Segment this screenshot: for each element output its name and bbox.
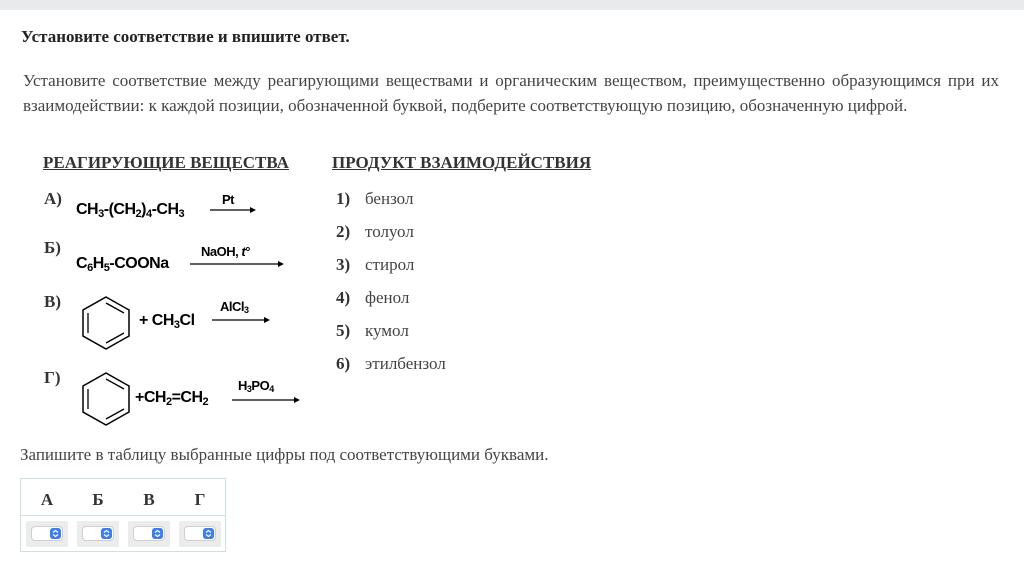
- answer-header-g: Г: [194, 490, 206, 509]
- product-name: этилбензол: [365, 354, 446, 373]
- benzene-ring-icon: [80, 370, 134, 428]
- products-column-header: ПРОДУКТ ВЗАИМОДЕЙСТВИЯ: [332, 153, 592, 172]
- answer-select-g[interactable]: [184, 526, 216, 541]
- answer-cell-g: [179, 521, 221, 547]
- product-number: 2): [336, 222, 351, 241]
- reaction-letter-a: А): [44, 189, 62, 208]
- reaction-b-condition: NaOH, t°: [201, 244, 250, 259]
- answer-header-b: Б: [92, 490, 104, 509]
- reaction-g-arrow: [232, 395, 300, 405]
- answer-cell-a: [26, 521, 68, 547]
- select-arrows-icon: [101, 528, 112, 539]
- reaction-b-arrow: [190, 259, 284, 269]
- product-name: кумол: [365, 321, 409, 340]
- task-title: Установите соответствие и впишите ответ.: [21, 27, 350, 46]
- product-name: фенол: [365, 288, 410, 307]
- product-number: 5): [336, 321, 351, 340]
- product-number: 4): [336, 288, 351, 307]
- answer-select-b[interactable]: [82, 526, 114, 541]
- answer-header-a: А: [40, 490, 54, 509]
- reaction-a-condition: Pt: [222, 192, 234, 207]
- task-text: Установите соответствие между реагирующими веществами и органическим веществом, преимущественно образующимся при их взаимодействии: к каждой позиции, обозначенной буквой, подберите соответствующую позицию, обозначенную цифрой.: [23, 71, 999, 115]
- product-number: 3): [336, 255, 351, 274]
- answer-table-divider: [21, 515, 225, 516]
- product-name: бензол: [365, 189, 414, 208]
- select-arrows-icon: [152, 528, 163, 539]
- answer-table: [20, 478, 226, 552]
- product-number: 6): [336, 354, 351, 373]
- reaction-g-condition: $H_3PO_4$: [238, 378, 274, 394]
- reaction-letter-g: Г): [44, 368, 61, 387]
- product-number: 1): [336, 189, 351, 208]
- select-arrows-icon: [50, 528, 61, 539]
- answer-cell-b: [77, 521, 119, 547]
- reaction-v-reagent: + $CH_3Cl$: [139, 312, 195, 331]
- product-name: толуол: [365, 222, 414, 241]
- reaction-b-formula: $C_6H_5$-COONa: [76, 255, 169, 274]
- answer-header-v: В: [143, 490, 155, 509]
- reaction-g-reagent: $+CH_2=CH_2$: [135, 389, 209, 408]
- top-bar: [0, 0, 1024, 10]
- benzene-ring-icon: [80, 294, 134, 352]
- reaction-letter-b: Б): [44, 238, 61, 257]
- select-arrows-icon: [203, 528, 214, 539]
- product-name: стирол: [365, 255, 415, 274]
- answer-cell-v: [128, 521, 170, 547]
- reaction-a-formula: $CH_3-(CH_2)_4-CH_3$: [76, 201, 185, 220]
- reaction-v-arrow: [212, 315, 270, 325]
- reaction-letter-v: В): [44, 292, 61, 311]
- answer-select-a[interactable]: [31, 526, 63, 541]
- answer-prompt: Запишите в таблицу выбранные цифры под соответствующими буквами.: [20, 445, 549, 464]
- reaction-v-condition: AlCl$_3$: [220, 299, 249, 315]
- answer-select-v[interactable]: [133, 526, 165, 541]
- reaction-a-arrow: [210, 205, 256, 215]
- reagents-column-header: РЕАГИРУЮЩИЕ ВЕЩЕСТВА: [43, 153, 289, 172]
